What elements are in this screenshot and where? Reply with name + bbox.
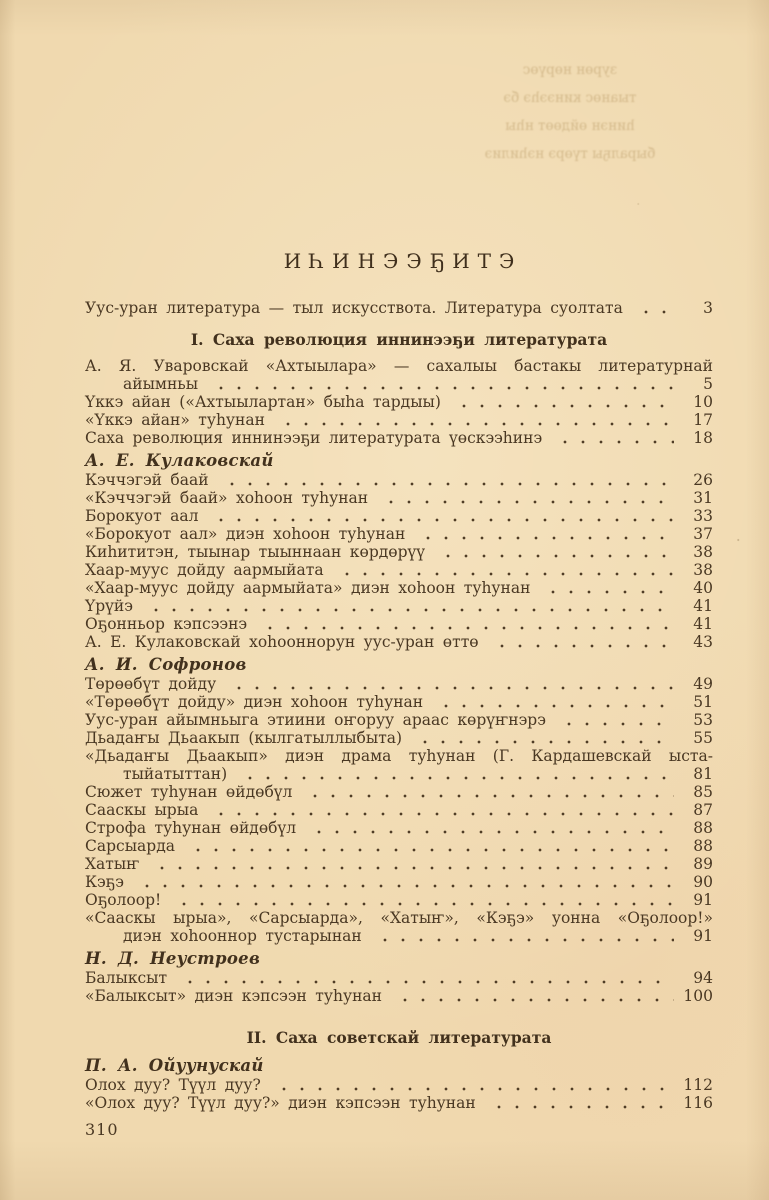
dot-leader — [489, 633, 674, 651]
dot-leader — [435, 543, 674, 561]
toc-entry-page: 17 — [693, 411, 713, 429]
toc-entry-title: Строфа туһунан өйдөбүл — [85, 819, 297, 837]
toc-entry-page: 88 — [693, 837, 713, 855]
toc-entry-title: тыйатыттан) — [123, 765, 228, 783]
toc-entry-title: Борокуот аал — [85, 507, 199, 525]
toc-entry — [85, 873, 713, 891]
toc-entry — [85, 393, 713, 411]
toc-entry-title: Оҕонньор кэпсээнэ — [85, 615, 248, 633]
toc-entry-page: 85 — [693, 783, 713, 801]
toc-entry — [85, 969, 713, 987]
toc-entry-page: 38 — [693, 561, 713, 579]
toc-entry-title: Уус-уран литература — тыл искусствота. Литература суолтата — [85, 299, 623, 317]
toc-entry-page: 89 — [693, 855, 713, 873]
toc-entry-title: «Үккэ айан» туһунан — [85, 411, 265, 429]
page-number: 310 — [85, 1120, 119, 1139]
toc-entry — [85, 299, 713, 317]
dot-leader — [433, 693, 674, 711]
toc-entry-title: А. Е. Кулаковскай хоһооннорун уус-уран өттө — [85, 633, 479, 651]
toc-entry — [85, 819, 713, 837]
toc-entry-page: 37 — [693, 525, 713, 543]
toc-entry-continued: «Дьадаҥы Дьаакып» диэн драма туһунан (Г. Кардашевскай ыста- — [85, 747, 713, 765]
dot-leader — [208, 507, 674, 525]
toc-entry-page: 31 — [693, 489, 713, 507]
toc-entry — [85, 693, 713, 711]
dot-leader — [633, 299, 674, 317]
toc-entry-page: 38 — [693, 543, 713, 561]
page-title: ИҺИНЭЭҔИТЭ — [283, 249, 523, 273]
toc-entry — [85, 783, 713, 801]
toc-entry-title: Хаар-муус дойду аармыйата — [85, 561, 324, 579]
toc-entry-title: Дьадаҥы Дьаакып (кылгатыллыбыта) — [85, 729, 403, 747]
toc-entry-title: айымньы — [123, 375, 199, 393]
toc-entry-title: Саха революция иннинээҕи литературата үөскээһинэ — [85, 429, 543, 447]
toc-list — [85, 299, 713, 1112]
dot-leader — [306, 819, 674, 837]
dot-leader — [219, 471, 674, 489]
toc-entry-page: 91 — [693, 891, 713, 909]
toc-entry — [85, 891, 713, 909]
dot-leader — [378, 489, 674, 507]
toc-entry-title: Үккэ айан («Ахтыылартан» быһа тардыы) — [85, 393, 441, 411]
toc-entry — [85, 729, 713, 747]
toc-entry-page: 81 — [693, 765, 713, 783]
author-heading: Н. Д. Неустроев — [85, 949, 261, 968]
toc-entry-page: 51 — [693, 693, 713, 711]
toc-entry — [85, 471, 713, 489]
dot-leader — [275, 411, 674, 429]
toc-entry — [85, 375, 713, 393]
dot-leader — [486, 1094, 674, 1112]
toc-entry-page: 26 — [693, 471, 713, 489]
page-content — [85, 0, 713, 1139]
toc-entry-title: «Төрөөбүт дойду» диэн хоһоон туһунан — [85, 693, 424, 711]
toc-entry-page: 88 — [693, 819, 713, 837]
toc-entry-page: 41 — [693, 615, 713, 633]
toc-entry-page: 112 — [683, 1076, 713, 1094]
toc-entry-page: 18 — [693, 429, 713, 447]
dot-leader — [372, 927, 674, 945]
toc-entry — [85, 507, 713, 525]
toc-entry-page: 5 — [703, 375, 713, 393]
bleedthrough-line: тыанөс кинээһэ бэ — [503, 90, 637, 106]
toc-entry — [85, 489, 713, 507]
dot-leader — [134, 873, 674, 891]
toc-entry-page: 116 — [683, 1094, 713, 1112]
toc-entry-title: Сарсыарда — [85, 837, 175, 855]
toc-entry-continued: «Сааскы ырыа», «Сарсыарда», «Хатыҥ», «Кэҕэ» уонна «Оҕолоор!» — [85, 909, 713, 927]
toc-entry — [85, 765, 713, 783]
toc-entry-title: Сюжет туһунан өйдөбүл — [85, 783, 293, 801]
toc-entry — [85, 675, 713, 693]
dot-leader — [208, 375, 674, 393]
toc-entry-page: 33 — [693, 507, 713, 525]
dot-leader — [185, 837, 674, 855]
chapter-heading: II. Саха советскай литературата — [246, 1028, 552, 1047]
toc-entry-title: диэн хоһооннор тустарынан — [123, 927, 362, 945]
dot-leader — [149, 855, 674, 873]
dot-leader — [226, 675, 674, 693]
dot-leader — [177, 969, 674, 987]
toc-entry — [85, 1076, 713, 1094]
toc-entry-page: 41 — [693, 597, 713, 615]
bleedthrough-line: зурөн нөрүөс — [522, 62, 618, 78]
toc-entry-page: 100 — [683, 987, 713, 1005]
toc-entry-page: 10 — [693, 393, 713, 411]
toc-entry — [85, 633, 713, 651]
toc-entry-title: Олох дуу? Түүл дуу? — [85, 1076, 261, 1094]
toc-entry-title: Төрөөбүт дойду — [85, 675, 217, 693]
toc-entry-page: 94 — [693, 969, 713, 987]
author-heading: А. И. Софронов — [85, 655, 247, 674]
dot-leader — [334, 561, 674, 579]
toc-entry-page: 43 — [693, 633, 713, 651]
dot-leader — [257, 615, 674, 633]
toc-entry-continued: А. Я. Уваровскай «Ахтыылара» — сахалыы бастакы литературнай — [85, 357, 713, 375]
toc-entry-page: 87 — [693, 801, 713, 819]
toc-entry-page: 53 — [693, 711, 713, 729]
toc-entry-title: «Олох дуу? Түүл дуу?» диэн кэпсээн туһунан — [85, 1094, 476, 1112]
toc-entry — [85, 837, 713, 855]
toc-entry — [85, 525, 713, 543]
dot-leader — [143, 597, 674, 615]
toc-entry-title: «Хаар-муус дойду аармыйата» диэн хоһоон туһунан — [85, 579, 531, 597]
dot-leader — [237, 765, 674, 783]
toc-entry — [85, 597, 713, 615]
toc-entry — [85, 1094, 713, 1112]
toc-entry-title: Хатыҥ — [85, 855, 140, 873]
dot-leader — [171, 891, 674, 909]
dot-leader — [208, 801, 674, 819]
toc-entry — [85, 561, 713, 579]
toc-entry-title: «Кэччэгэй баай» хоһоон туһунан — [85, 489, 369, 507]
dot-leader — [540, 579, 674, 597]
toc-entry-title: Үрүйэ — [85, 597, 133, 615]
toc-entry — [85, 411, 713, 429]
toc-entry-title: «Борокуот аал» диэн хоһоон туһунан — [85, 525, 406, 543]
toc-entry — [85, 615, 713, 633]
author-heading: П. А. Ойуунускай — [85, 1056, 264, 1075]
toc-entry — [85, 579, 713, 597]
toc-entry — [85, 801, 713, 819]
dot-leader — [415, 525, 674, 543]
toc-entry-title: Оҕолоор! — [85, 891, 162, 909]
toc-entry-page: 55 — [693, 729, 713, 747]
toc-entry-page: 49 — [693, 675, 713, 693]
toc-entry-title: Кэҕэ — [85, 873, 124, 891]
toc-entry-title: «Балыксыт» диэн кэпсээн туһунан — [85, 987, 383, 1005]
dot-leader — [271, 1076, 674, 1094]
dot-leader — [392, 987, 674, 1005]
toc-entry — [85, 927, 713, 945]
toc-entry — [85, 429, 713, 447]
toc-entry-page: 90 — [693, 873, 713, 891]
bleedthrough-line: быралҕы түөрэ нэһилиэ — [484, 146, 656, 162]
toc-entry — [85, 987, 713, 1005]
bleedthrough-line: һинэн өйдөөт нһы — [505, 118, 635, 134]
toc-entry-title: Киһититэн, тыынар тыыннаан көрдөрүү — [85, 543, 426, 561]
toc-entry — [85, 855, 713, 873]
toc-entry-page: 3 — [703, 299, 713, 317]
author-heading: А. Е. Кулаковскай — [85, 451, 274, 470]
dot-leader — [552, 429, 674, 447]
toc-entry-page: 40 — [693, 579, 713, 597]
toc-entry — [85, 543, 713, 561]
dot-leader — [412, 729, 674, 747]
dot-leader — [556, 711, 674, 729]
toc-entry-title: Кэччэгэй баай — [85, 471, 209, 489]
toc-entry-title: Сааскы ырыа — [85, 801, 199, 819]
chapter-heading: I. Саха революция иннинээҕи литературата — [190, 330, 608, 349]
toc-entry — [85, 711, 713, 729]
toc-entry-title: Уус-уран айымньыга этиини оҥоруу араас көрүҥнэрэ — [85, 711, 546, 729]
dot-leader — [451, 393, 674, 411]
toc-entry-page: 91 — [693, 927, 713, 945]
toc-entry-title: Балыксыт — [85, 969, 168, 987]
dot-leader — [302, 783, 674, 801]
